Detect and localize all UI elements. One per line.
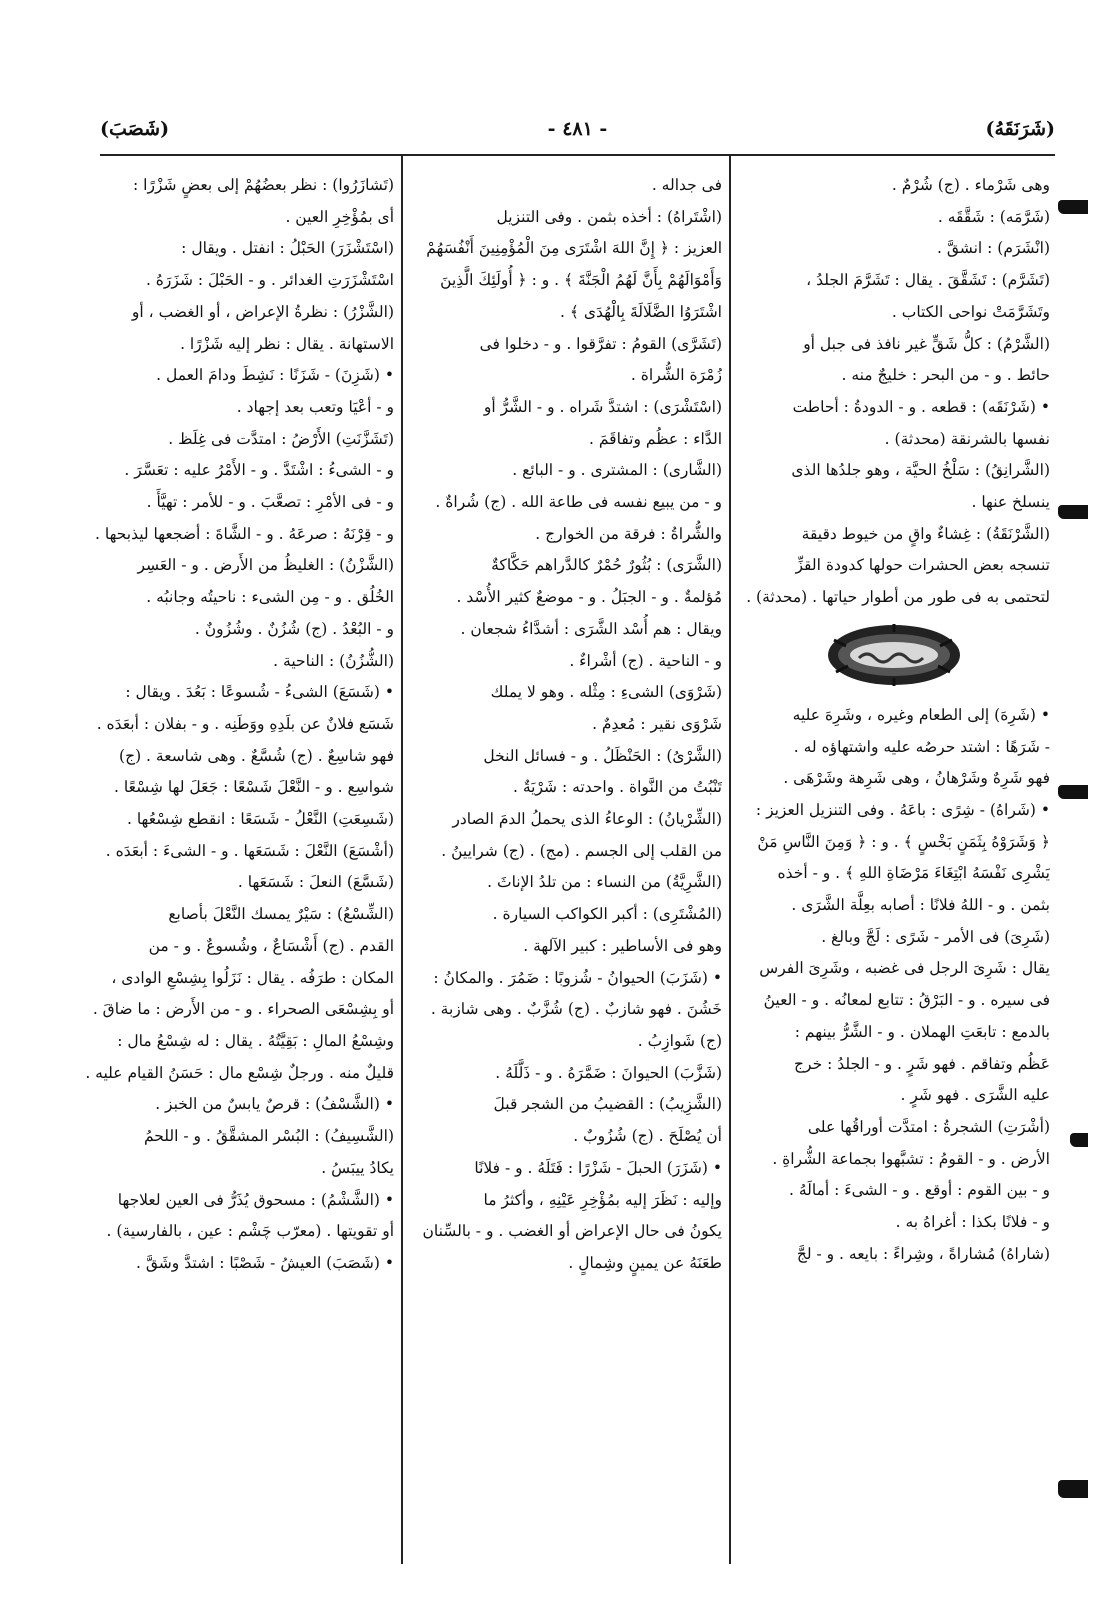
- text-line: (الشَّرْنَقَةُ) : غِشاءٌ واقٍ من خيوط دقيقة: [801, 524, 1050, 543]
- text-line: فهو شَرِهٌ وشَرْهانُ ، وهى شَرِهة وشَرْهَى .: [783, 769, 1050, 788]
- text-line: (الشَّزْنُ) : الغليظُ من الأَرض . و - العَسِر: [137, 556, 394, 575]
- text-line: و - أعْيَا وتعب بعد إجهاد .: [236, 397, 394, 416]
- text-line: وإليه : نَظَرَ إليه بمُؤْخِرِ عَيْنِهِ ، وأكثرُ ما: [483, 1190, 722, 1209]
- text-line: اسْتَشْزَرَتِ الغدائر . و - الحَبْلَ : شَزَرَهُ .: [145, 271, 394, 290]
- edge-mark: [1058, 1480, 1088, 1498]
- text-line: و - البُعْدُ . (ج) شُزُنٌ . وشُزُونٌ .: [194, 619, 394, 638]
- text-line: الدَّاء : عظُم وتفاقَمَ .: [589, 429, 722, 448]
- text-line: (أشْرَتِ) الشجرةُ : امتدَّت أوراقُها على: [807, 1117, 1050, 1136]
- header-keyword-first: (شَرَنَقَهُ): [985, 118, 1055, 140]
- text-line: و - قِرْنَهُ : صرعَهُ . و - الشَّاةَ : أضجعها ليذبحها .: [95, 524, 394, 543]
- text-line: أو تقويتها . (معرّب چَشْم : عين ، بالفارسية) .: [106, 1222, 394, 1241]
- text-line: (ج) شَوازِبُ .: [637, 1031, 722, 1050]
- text-line: (تَشَرَّى) القومُ : تفرَّقوا . و - دخلوا فى: [479, 334, 722, 353]
- text-line: شواسِع . و - النَّعْلَ شَسْعًا : جَعَلَ لها شِسْعًا .: [114, 778, 394, 797]
- text-line: الأرض . و - القومُ : تشبَّهوا بجماعة الشُّراةِ .: [772, 1149, 1050, 1168]
- text-line: وهو فى الأساطير : كبير الآلهة .: [523, 936, 722, 955]
- text-line: شَسَع فلانٌ عن بلَدِهِ ووَطَنِه . و - بفلان : أبعَدَه .: [96, 714, 394, 733]
- text-line: (الشَّسِيفُ) : البُسْر المشقَّقُ . و - اللحمُ: [143, 1127, 394, 1146]
- text-line: أن يُصْلَحَ . (ج) شُزُوبٌ .: [573, 1127, 722, 1146]
- text-line: (الشَّزْرُ) : نظرةُ الإعراض ، أو الغضب ، أو: [131, 302, 394, 321]
- edge-mark: [1058, 200, 1088, 214]
- text-line: يكونُ فى حال الإعراض أو الغضب . و - بالسِّنان: [422, 1222, 722, 1241]
- text-line: (انْشَرَم) : انشقَّ .: [937, 239, 1050, 258]
- text-line: فى جداله .: [651, 176, 722, 194]
- text-line: • (الشَّشْمُ) : مسحوق يُذَرُّ فى العين لعلاجها: [117, 1190, 394, 1209]
- text-line: و - بين القوم : أوقع . و - الشىءَ : أمالَهُ .: [788, 1181, 1050, 1200]
- text-line: • (شَزَبَ) الحيوانُ - شُزوبًا : ضَمُرَ . والمكانُ :: [433, 968, 722, 987]
- header-keyword-last: (شَصَبَ): [100, 118, 170, 140]
- text-line: طعَنَهُ عن يمينٍ وشِمالٍ .: [568, 1253, 722, 1272]
- text-line: • (شَزَرَ) الحبلَ - شَزْرًا : فَتَلَهُ . و - فلانًا: [474, 1158, 722, 1177]
- text-line: مُؤلمةٌ . و - الجبَلُ . و - موضعٌ كثير الأُسْد .: [456, 588, 722, 607]
- cocoon-illustration: [824, 620, 964, 690]
- text-line: والشُّراةُ : فرقة من الخوارج .: [535, 524, 722, 543]
- text-line: (تَشَرَّم) : تَشَقَّقَ . يقال : تَشَرَّمَ الجلدُ ،: [806, 271, 1050, 290]
- page-number: - ٤٨١ -: [547, 118, 608, 140]
- text-line: (تَشازَرُوا) : نظر بعضُهُمْ إلى بعضٍ شَزْرًا :: [133, 176, 394, 194]
- text-line: (شَرَّمَه) : شَقَّقَه .: [937, 207, 1050, 226]
- text-line: (تَشَزَّنَتِ) الأَرْضُ : امتدَّت فى غِلَظ .: [168, 429, 394, 448]
- text-line: تنسجه بعض الحشرات حولها كدودة القزِّ: [795, 556, 1050, 575]
- text-line: بالدمع : تابعَتِ الهملان . و - الشَّرُّ بينهم :: [794, 1022, 1050, 1041]
- text-line: فهو شاسِعٌ . (ج) شُسَّعٌ . وهى شاسعة . (ج): [119, 746, 394, 765]
- text-line: • (شَصَبَ) العيشُ - شَصْبًا : اشتدَّ وشَقَّ .: [136, 1253, 394, 1272]
- text-line: (الشَّرِيَّةُ) من النساء : من تلدُ الإناثَ .: [487, 873, 722, 892]
- text-line: أى بمُؤْخِرِ العين .: [285, 207, 394, 226]
- text-line: وهى شَرْماء . (ج) شُرْمٌ .: [891, 176, 1050, 194]
- text-line: خَشُنَ . فهو شازبٌ . (ج) شُزَّبٌ . وهى شازبة .: [430, 1000, 722, 1019]
- text-line: تَنْبُتُ من النَّواة . واحدته : شَرْيَةٌ .: [513, 778, 722, 797]
- text-line: من القلب إلى الجسم . (مج) . (ج) شرايينُ .: [441, 841, 722, 860]
- text-line: وشِسْعُ المالِ : بَقِيَّتُهُ . يقال : له شِسْعُ مال :: [117, 1031, 394, 1050]
- text-line: (شَسَّعَ) النعلَ : شَسَعَها .: [237, 873, 394, 892]
- text-line: وَأَمْوَالَهُمْ بِأَنَّ لَهُمُ الْجَنَّةَ ﴾ . و : ﴿ أُولَئِكَ الَّذِينَ: [440, 271, 722, 290]
- text-line: عليه الشَّرَى . فهو شَرٍ .: [900, 1086, 1050, 1105]
- text-line: (شَسِعَتِ) النَّعْلُ - شَسَعًا : انقطع شِسْعُها .: [126, 810, 394, 829]
- text-line: لتحتمى به فى طور من أطوار حياتها . (محدثة) .: [746, 588, 1050, 607]
- text-line: ويقال : هم أُسْد الشَّرَى : أشدَّاءُ شجعان .: [460, 619, 722, 638]
- column-middle: [410, 170, 722, 1560]
- text-line: (شاراهُ) مُشاراةً ، وشِراءً : بايعه . و - لجَّ: [796, 1244, 1050, 1263]
- text-line: و - الشىءُ : اشْتَدَّ . و - الأَمْرُ عليه : تعَسَّرَ .: [124, 461, 394, 480]
- text-line: القدم . (ج) أَشْسَاعٌ ، وشُسوعٌ . و - من: [148, 936, 394, 955]
- text-line: زُمْرَة الشُّراة .: [630, 366, 722, 385]
- text-line: (الشَّرانِقُ) : سَلْخُ الحيَّة ، وهو جلدُها الذى: [791, 461, 1050, 480]
- text-line: حائط . و - من البحر : خليجٌ منه .: [841, 366, 1050, 385]
- text-line: (اشْتَراهُ) : أخذه بثمن . وفى التنزيل: [496, 207, 722, 226]
- text-line: أو بِشِسْعَى الصحراء . و - من الأَرض : ما ضاقَ .: [92, 1000, 394, 1019]
- text-line: الاستهانة . يقال : نظر إليه شَزْرًا .: [180, 334, 394, 353]
- text-line: • (شَرِهَ) إلى الطعام وغيره ، وشَرِهَ عليه: [792, 705, 1050, 724]
- text-line: • (الشَّسْفُ) : قرصٌ يابسٌ من الخبز .: [155, 1095, 394, 1114]
- column-right: [738, 170, 1050, 1560]
- text-line: (أشْسَعَ) النَّعْلَ : شَسَعَها . و - الشىءَ : أبعَدَه .: [105, 841, 394, 860]
- text-line: (اسْتَشْرَى) : اشتدَّ شَراه . و - الشَّرُّ أو: [483, 397, 722, 416]
- edge-mark: [1058, 505, 1088, 519]
- header-rule: [100, 154, 1055, 156]
- text-line: المكان : طرَفُه . يقال : نَزَلُوا بِشِسْعِ الوادى ،: [111, 968, 394, 987]
- text-line: (الشَّارى) : المشترى . و - البائع .: [512, 461, 722, 480]
- column-divider-right: [729, 154, 731, 1564]
- text-line: و - من يبيع نفسه فى طاعة الله . (ج) شُراةٌ .: [435, 493, 722, 512]
- column-divider-left: [401, 154, 403, 1564]
- edge-mark: [1070, 1133, 1088, 1147]
- text-line: ينسلخ عنها .: [971, 493, 1050, 512]
- text-line: وتَشَرَّمَتْ نواحى الكتاب .: [891, 302, 1050, 321]
- text-line: قليلٌ منه . ورجلٌ شِسْع مال : حَسَنُ القيام عليه .: [85, 1063, 394, 1082]
- text-line: (اسْتَشْزَرَ) الحَبْلُ : انفتل . ويقال :: [181, 239, 394, 258]
- text-line: (شَرْوَى) الشىءِ : مِثْله . وهو لا يملك: [490, 683, 722, 702]
- text-line: (الشَّرْمُ) : كلُّ شَقٍّ غير نافذ فى جبل أو: [803, 334, 1050, 353]
- text-line: يكادُ ييبَسُ .: [321, 1158, 394, 1177]
- text-line: و - فى الأمْرِ : تصعَّبَ . و - للأمر : تهيَّأَ .: [146, 493, 394, 512]
- text-line: الخُلُق . و - مِن الشىء : ناحيتُه وجانبُه .: [146, 588, 394, 607]
- text-line: يَشْرِى نَفْسَهُ ابْتِغَاءَ مَرْضَاةِ اللهِ ﴾ . و - أخذه: [777, 864, 1050, 883]
- text-line: (الشَّرْىُ) : الحَنْظَلُ . و - فسائل النخل: [483, 746, 722, 765]
- text-line: (المُشْتَرِى) : أكبر الكواكب السيارة .: [492, 905, 722, 924]
- text-line: • (شَرْنَقَه) : قطعه . و - الدودةُ : أحاطت: [792, 397, 1050, 416]
- text-line: (شَزَّبَ) الحيوانَ : ضَمَّرَهُ . و - ذَلَّلَهُ .: [495, 1063, 722, 1082]
- text-line: العزيز : ﴿ إِنَّ اللهَ اشْتَرَى مِنَ الْمُؤْمِنِينَ أَنْفُسَهُمْ: [426, 239, 722, 258]
- text-line: و - الناحية . (ج) أشْراءٌ .: [569, 651, 722, 670]
- text-line: ﴿ وَشَرَوْهُ بِثَمَنٍ بَخْسٍ ﴾ . و : ﴿ وَمِنَ النَّاسِ مَنْ: [757, 832, 1050, 851]
- text-line: (الشِّرْيانُ) : الوعاءُ الذى يحملُ الدمَ الصادر: [452, 810, 722, 829]
- page-header: [100, 118, 1055, 148]
- text-line: اشْتَرَوُا الضَّلَالَةَ بِالْهُدَى ﴾ .: [560, 302, 722, 321]
- text-line: (شَرِىَ) فى الأمر - شَرًى : لَجَّ وبالغ .: [821, 927, 1050, 946]
- text-line: فى سيره . و - البَرْقُ : تتابع لمعانُه . و - العينُ: [763, 991, 1050, 1010]
- text-line: (الشَّرَى) : بُثُورٌ حُمْرٌ كالدَّراهم حَكَّاكةٌ: [491, 556, 722, 575]
- edge-mark: [1058, 785, 1088, 799]
- text-line: (الشِّسْعُ) : سَيْرٌ يمسك النَّعْلَ بأصابع: [168, 905, 394, 924]
- text-line: - شَرَهًا : اشتد حرصُه عليه واشتهاؤه له .: [793, 737, 1050, 756]
- text-line: • (شَراهُ) - شِرًى : باعَهُ . وفى التنزيل العزيز :: [755, 800, 1050, 819]
- text-line: و - فلانًا بكذا : أغراهُ به .: [895, 1213, 1050, 1232]
- text-line: شَرْوَى نقير : مُعدِمٌ .: [592, 714, 722, 733]
- text-line: بثمن . و - اللهُ فلانًا : أصابه بعِلَّة الشَّرَى .: [791, 896, 1050, 915]
- text-line: يقال : شَرِىَ الرجل فى غضبه ، وشَرِىَ الفرس: [759, 959, 1050, 978]
- text-line: عَظُم وتفاقم . فهو شَرٍ . و - الجلدُ : خرج: [794, 1054, 1050, 1073]
- text-line: نفسها بالشرنقة (محدثة) .: [884, 429, 1050, 448]
- text-line: • (شَزِنَ) - شَزَنًا : نَشِطَ ودامَ العمل .: [156, 366, 394, 385]
- text-line: (الشَّزِيبُ) : القضيبُ من الشجر قبلَ: [493, 1095, 722, 1114]
- text-line: (الشُّزُنُ) : الناحية .: [273, 651, 394, 670]
- text-line: • (شَسَعَ) الشىءُ - شُسوعًا : بَعُدَ . ويقال :: [125, 683, 394, 702]
- column-left: [84, 170, 394, 1560]
